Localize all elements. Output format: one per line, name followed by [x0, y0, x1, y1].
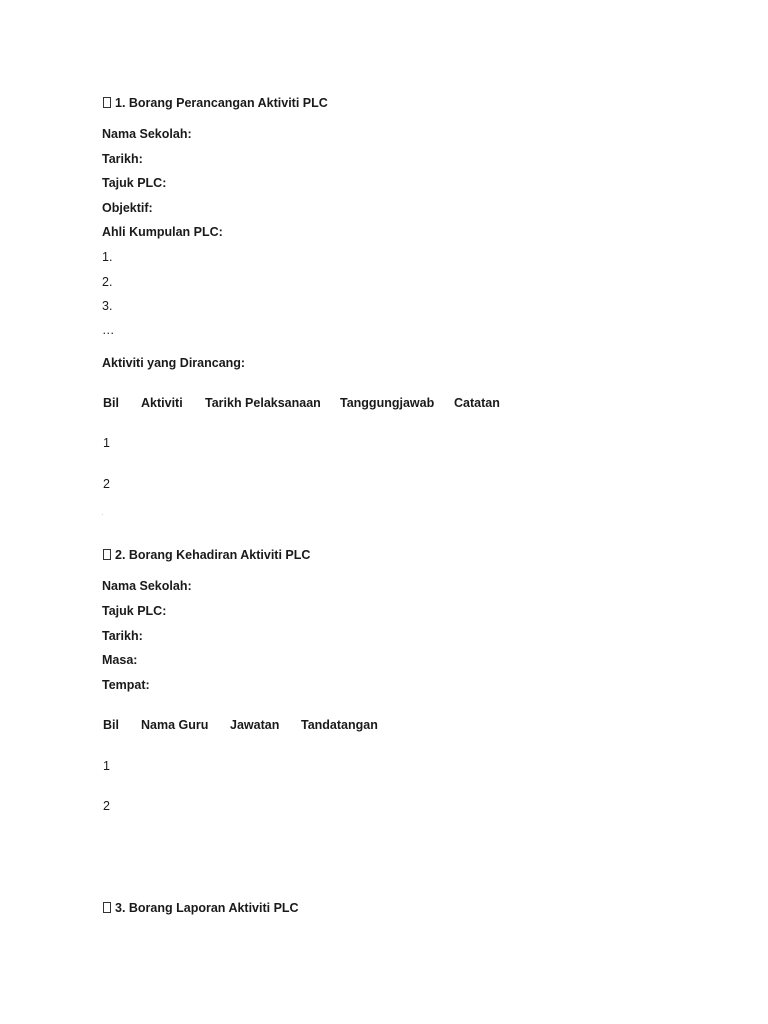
field-tarikh: Tarikh: — [102, 152, 143, 166]
table-row: 2 — [103, 477, 110, 491]
table-title: Aktiviti yang Dirancang: — [102, 356, 246, 370]
column-header: Tanggungjawab — [340, 396, 435, 410]
missing-glyph-icon — [103, 549, 111, 560]
field-tajuk-plc: Tajuk PLC: — [102, 604, 167, 618]
section-3-heading-text: 3. Borang Laporan Aktiviti PLC — [115, 901, 299, 915]
missing-glyph-icon — [103, 902, 111, 913]
member-item: 1. — [102, 250, 113, 264]
column-header: Bil — [103, 396, 119, 410]
column-header: Tarikh Pelaksanaan — [205, 396, 321, 410]
table-row: 2 — [103, 799, 110, 813]
table-row: 1 — [103, 759, 110, 773]
field-tajuk-plc: Tajuk PLC: — [102, 176, 167, 190]
member-item: … — [102, 323, 115, 337]
member-item: 2. — [102, 275, 113, 289]
field-nama-sekolah: Nama Sekolah: — [102, 579, 192, 593]
column-header: Tandatangan — [301, 718, 378, 732]
table-row: 1 — [103, 436, 110, 450]
section-3-heading — [103, 900, 299, 916]
field-ahli-kumpulan: Ahli Kumpulan PLC: — [102, 225, 223, 239]
column-header: Bil — [103, 718, 119, 732]
section-2-heading-text: 2. Borang Kehadiran Aktiviti PLC — [115, 548, 311, 562]
column-header: Jawatan — [230, 718, 280, 732]
divider-dot — [102, 514, 103, 515]
section-1-heading-text: 1. Borang Perancangan Aktiviti PLC — [115, 96, 328, 110]
column-header: Nama Guru — [141, 718, 209, 732]
column-header: Aktiviti — [141, 396, 183, 410]
field-nama-sekolah: Nama Sekolah: — [102, 127, 192, 141]
section-2-heading — [103, 547, 310, 563]
field-objektif: Objektif: — [102, 201, 153, 215]
column-header: Catatan — [454, 396, 500, 410]
field-masa: Masa: — [102, 653, 138, 667]
section-1-heading — [103, 95, 328, 111]
missing-glyph-icon — [103, 97, 111, 108]
field-tarikh: Tarikh: — [102, 629, 143, 643]
field-tempat: Tempat: — [102, 678, 150, 692]
member-item: 3. — [102, 299, 113, 313]
